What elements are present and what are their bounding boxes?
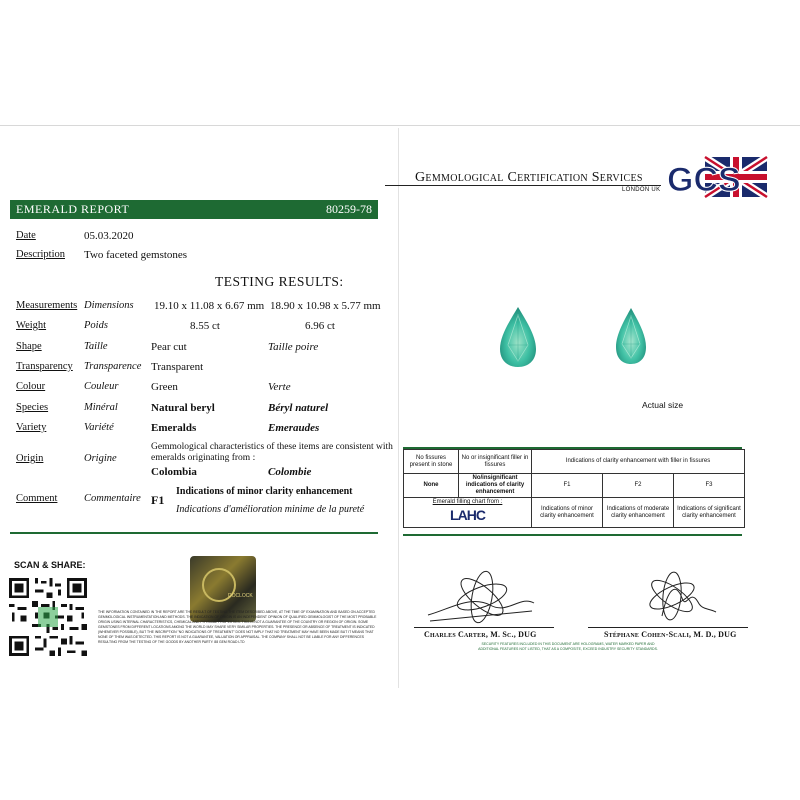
- origin-value-fr: Colombie: [268, 466, 312, 478]
- shape-label: Shape: [16, 341, 42, 352]
- gcs-logo: [665, 155, 769, 199]
- species-label: Species: [16, 402, 49, 413]
- weight-label: Weight: [16, 320, 47, 331]
- report-title: EMERALD REPORT: [16, 202, 130, 216]
- left-bottom-rule: [10, 532, 378, 534]
- cell-none: None: [404, 474, 459, 498]
- description-value: Two faceted gemstones: [84, 249, 188, 261]
- shape-value: Pear cut: [151, 341, 187, 353]
- sheet-edge: [0, 125, 800, 126]
- emerald-stone-1: [498, 305, 538, 369]
- measurements-stone2: 18.90 x 10.98 x 5.77 mm: [270, 300, 381, 312]
- transparency-value: Transparent: [151, 361, 204, 373]
- report-banner: [10, 200, 378, 219]
- species-value: Natural beryl: [151, 402, 215, 414]
- variety-value: Emeralds: [151, 422, 197, 434]
- lahc-logo: LAHC: [450, 507, 485, 523]
- weight-stone1: 8.55 ct: [190, 320, 220, 332]
- clarity-enhancement-table: [403, 449, 745, 528]
- origin-text-line2: emeralds originating from :: [151, 453, 256, 463]
- date-value: 05.03.2020: [84, 230, 134, 242]
- comment-label: Comment: [16, 493, 58, 504]
- variety-label: Variety: [16, 422, 47, 433]
- scan-share-label: SCAN & SHARE:: [14, 560, 86, 570]
- disclaimer-text: THE INFORMATION CONTAINED IN THE REPORT ARE THE RESULT OF TESTING THE ITEM DESCRIBED ABOVE, AT THE TIME OF EXAMINATION AND BASED ON ACCEPTED GEMMOLOGICAL INSTRUMENTATION AND METHODS. THE INDICATION OF ORIGIN IS AN INDEPENDENT OPINION OF QUALIFIED GEMMOLOGIST OF THE MOST PROBABLE ORIGIN USING INTERNAL CHARACTERISTICS, CHEMICAL AND PHYSICAL PROPERTIES. THIS IS NOT A GUARANTEE OF THE COUNTRY OR REGION OF ORIGIN. SOME GEMSTONES FROM DIFFERENT LOCATIONS AMONG THE WORLD MAY SHARE VERY SIMILAR PROPERTIES. THE PRESENCE OR ABSENCE OF TREATMENT IS INDICATED (WHENEVER POSSIBLE), BUT THE INSCRIPTION "NO INDICATIONS OF TREATMENT" DOES NOT IMPLY THAT NO TREATMENT MAY HAVE BEEN MADE BUT IT MEANS THAT NONE OF THEM WAS DETECTED. THIS REPORT IS NOT A GUARANTEE, VALUATION OR APPRAISAL. THE COMPANY SHALL NOT BE LIABLE FOR ANY DIFFERENCES RESULTING FROM THE TESTING OF THE GOODS BY ANOTHER PARTY. 88 GEM ROAD LTD: [98, 610, 377, 644]
- transparency-label-fr: Transparence: [84, 361, 142, 372]
- filling-chart-label: Emerald filling chart from :: [432, 499, 503, 505]
- transparency-label: Transparency: [16, 361, 73, 372]
- page-fold: [398, 128, 399, 688]
- logo-text: GCS: [667, 161, 741, 199]
- colour-label-fr: Couleur: [84, 381, 119, 392]
- origin-value: Colombia: [151, 466, 197, 478]
- cell-f3: F3: [674, 474, 745, 498]
- signatory-left: Charles Carter, M. Sc., DUG: [424, 630, 537, 639]
- brand-rule: [385, 185, 661, 186]
- species-value-fr: Béryl naturel: [268, 402, 329, 414]
- comment-value-fr: Indications d'amélioration minime de la pureté: [176, 504, 365, 515]
- report-number: 80259-78: [326, 202, 372, 216]
- emerald-stone-2: [614, 306, 648, 366]
- signature-line-left: [414, 627, 554, 628]
- date-label: Date: [16, 230, 36, 241]
- cell-f1: F1: [532, 474, 603, 498]
- security-note: SECURITY FEATURES INCLUDED IN THIS DOCUMENT ARE HOLOGRAMS, WATER MARKED PAPER AND ADDITIONAL FEATURES NOT LISTED, THAT AS A COMPOSITE, EXCEED INDUSTRY SECURITY STANDARDS.: [478, 642, 658, 651]
- qr-code-icon[interactable]: [6, 575, 90, 659]
- origin-text-line1: Gemmological characteristics of these items are consistent with: [151, 442, 393, 452]
- shape-value-fr: Taille poire: [268, 341, 319, 353]
- colour-value-fr: Verte: [268, 381, 291, 393]
- hologram-text: DOCLOCK: [228, 593, 253, 599]
- comment-grade: F1: [151, 493, 165, 507]
- weight-stone2: 6.96 ct: [305, 320, 335, 332]
- signature-left: [420, 565, 540, 627]
- colour-label: Colour: [16, 381, 46, 392]
- measurements-label-fr: Dimensions: [84, 300, 134, 311]
- cell-moderate: Indications of moderate clarity enhancement: [603, 498, 674, 528]
- colour-value: Green: [151, 381, 178, 393]
- measurements-stone1: 19.10 x 11.08 x 6.67 mm: [154, 300, 265, 312]
- measurements-label: Measurements: [16, 300, 78, 311]
- weight-label-fr: Poids: [84, 320, 108, 331]
- variety-label-fr: Variété: [84, 422, 114, 433]
- testing-heading: TESTING RESULTS:: [215, 274, 344, 289]
- header-enhancement: Indications of clarity enhancement with filler in fissures: [532, 450, 745, 474]
- brand-name: Gemmological Certification Services: [415, 170, 643, 185]
- table-bottom-rule: [403, 534, 742, 536]
- signature-right: [632, 568, 722, 628]
- origin-label: Origin: [16, 453, 44, 464]
- cell-no-indications: No/insignificant indications of clarity enhancement: [459, 474, 532, 498]
- signature-line-right: [588, 627, 748, 628]
- actual-size-label: Actual size: [642, 400, 684, 410]
- shape-label-fr: Taille: [84, 341, 108, 352]
- cell-significant: Indications of significant clarity enhancement: [674, 498, 745, 528]
- brand-location: LONDON UK: [622, 187, 661, 193]
- species-label-fr: Minéral: [84, 402, 118, 413]
- cell-minor: Indications of minor clarity enhancement: [532, 498, 603, 528]
- comment-label-fr: Commentaire: [84, 493, 141, 504]
- cell-f2: F2: [603, 474, 674, 498]
- comment-value: Indications of minor clarity enhancement: [176, 486, 353, 497]
- header-no-fissures: No fissures present in stone: [404, 450, 459, 474]
- header-no-filler: No or insignificant filler in fissures: [459, 450, 532, 474]
- description-label: Description: [16, 249, 65, 260]
- origin-label-fr: Origine: [84, 453, 117, 464]
- variety-value-fr: Emeraudes: [268, 422, 320, 434]
- signatory-right: Stéphane Cohen-Scali, M. D., DUG: [604, 630, 737, 639]
